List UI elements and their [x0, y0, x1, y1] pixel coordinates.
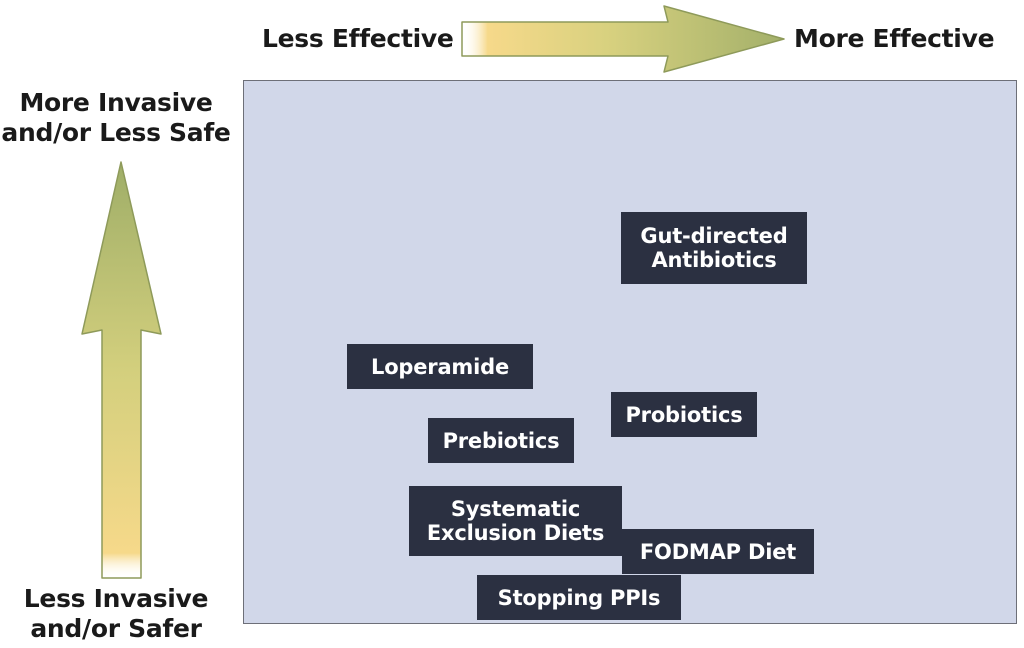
treatment-loperamide: Loperamide — [347, 344, 533, 389]
y-axis-low-label: Less Invasive and/or Safer — [23, 584, 209, 643]
invasiveness-arrow-icon — [82, 162, 161, 578]
treatment-prebiotics: Prebiotics — [428, 418, 574, 463]
treatment-stopping-ppis: Stopping PPIs — [477, 575, 681, 620]
treatment-fodmap-diet: FODMAP Diet — [622, 529, 814, 574]
x-axis-low-label: Less Effective — [262, 24, 454, 53]
effectiveness-arrow-icon — [462, 6, 784, 72]
treatment-probiotics: Probiotics — [611, 392, 757, 437]
treatment-systematic-exclusion-diets: Systematic Exclusion Diets — [409, 486, 622, 556]
x-axis-high-label: More Effective — [794, 24, 995, 53]
y-axis-high-label: More Invasive and/or Less Safe — [1, 88, 231, 147]
treatment-gut-directed-antibiotics: Gut-directed Antibiotics — [621, 212, 807, 284]
